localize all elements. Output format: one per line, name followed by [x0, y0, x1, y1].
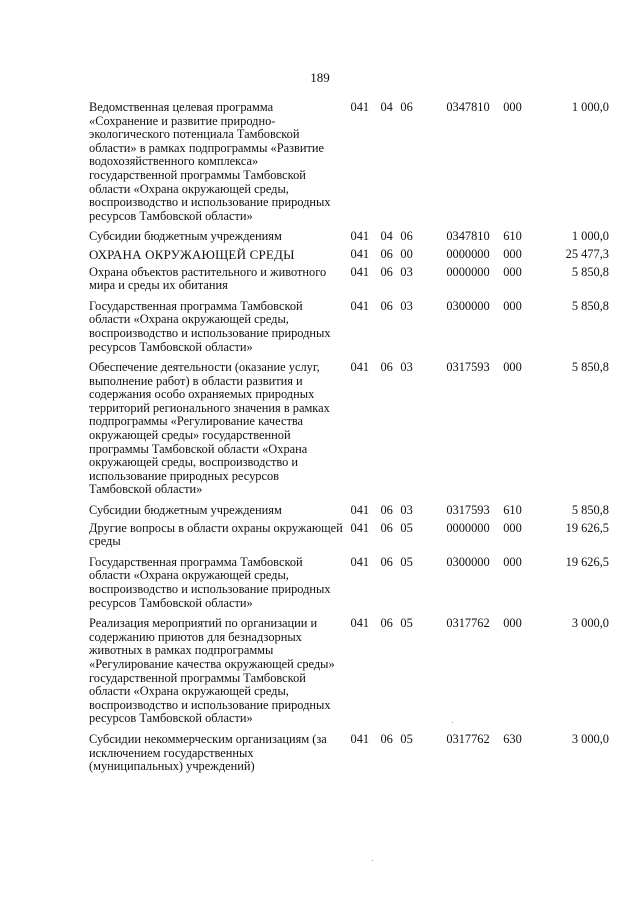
table-row — [89, 266, 609, 293]
row-name: Другие вопросы в области охраны окружающей среды — [89, 520, 343, 549]
row-name: Субсидии некоммерческим организациям (за исключением государственных (муниципальных) учреждений) — [89, 731, 327, 774]
table-row — [89, 556, 609, 610]
row-sum: 3 000,0 — [571, 731, 609, 746]
row-name: Государственная программа Тамбовской области «Охрана окружающей среды, воспроизводство и использование природных ресурсов Тамбовской области» — [89, 298, 331, 354]
row-vr: 000 — [503, 360, 522, 375]
row-pr: 05 — [400, 616, 413, 631]
row-sum: 3 000,0 — [571, 616, 609, 631]
table-row — [89, 230, 609, 244]
row-csr: 0317593 — [446, 360, 490, 375]
row-vr: 610 — [503, 503, 522, 518]
row-name: Обеспечение деятельности (оказание услуг, выполнение работ) в области развития и содержания особо охраняемых природных территорий регионального значения в рамках подпрограммы «Регулирование качества окружающей среды» государственной программы Тамбовской области «Охрана окружающей среды, воспроизводство и использование природных ресурсов Тамбовской области» — [89, 360, 330, 497]
row-ved: 041 — [350, 298, 370, 313]
row-ved: 041 — [350, 246, 370, 261]
row-sum: 5 850,8 — [571, 264, 609, 279]
row-rz: 06 — [380, 246, 393, 261]
row-pr: 05 — [400, 554, 413, 569]
scan-speck — [452, 722, 453, 723]
row-vr: 000 — [503, 100, 522, 114]
row-pr: 03 — [400, 264, 413, 279]
row-csr: 0317593 — [446, 503, 490, 518]
row-csr: 0347810 — [446, 229, 490, 244]
scan-speck — [372, 860, 373, 861]
row-vr: 630 — [503, 731, 522, 746]
row-rz: 06 — [380, 616, 393, 631]
row-rz: 06 — [380, 298, 393, 313]
row-name: Государственная программа Тамбовской области «Охрана окружающей среды, воспроизводство и использование природных ресурсов Тамбовской области» — [89, 554, 331, 610]
row-vr: 000 — [503, 616, 522, 631]
row-vr: 000 — [503, 520, 522, 535]
row-pr: 03 — [400, 503, 413, 518]
row-name: Реализация мероприятий по организации и содержанию приютов для безнадзорных животных в рамках подпрограммы «Регулирование качества окружающей среды» государственной программы Тамбовской области «Охрана окружающей среды, воспроизводство и использование природных ресурсов Тамбовской области» — [89, 616, 335, 726]
budget-table — [89, 101, 609, 781]
row-rz: 04 — [380, 100, 393, 114]
row-csr: 0000000 — [446, 246, 490, 261]
row-ved: 041 — [350, 360, 370, 375]
row-sum: 5 850,8 — [571, 360, 609, 375]
row-ved: 041 — [350, 616, 370, 631]
row-pr: 06 — [400, 229, 413, 244]
row-vr: 000 — [503, 298, 522, 313]
row-ved: 041 — [350, 520, 370, 535]
table-row — [89, 248, 609, 262]
row-csr: 0347810 — [446, 100, 490, 114]
row-sum: 25 477,3 — [565, 246, 609, 261]
row-csr: 0317762 — [446, 616, 490, 631]
row-pr: 03 — [400, 298, 413, 313]
row-sum: 5 850,8 — [571, 298, 609, 313]
row-vr: 610 — [503, 229, 522, 244]
row-name: Субсидии бюджетным учреждениям — [89, 503, 282, 518]
row-csr: 0000000 — [446, 264, 490, 279]
row-rz: 04 — [380, 229, 393, 244]
row-sum: 1 000,0 — [571, 100, 609, 114]
row-csr: 0317762 — [446, 731, 490, 746]
row-ved: 041 — [350, 229, 370, 244]
row-csr: 0300000 — [446, 554, 490, 569]
row-ved: 041 — [350, 100, 370, 114]
table-row — [89, 522, 609, 549]
row-vr: 000 — [503, 554, 522, 569]
row-name: Ведомственная целевая программа «Сохранение и развитие природно-экологического потенциала Тамбовской области» в рамках подпрограммы «Развитие водохозяйственного комплекса» государственной программы Тамбовской области «Охрана окружающей среды, воспроизводство и использование природных ресурсов Тамбовской области» — [89, 100, 331, 223]
row-vr: 000 — [503, 264, 522, 279]
row-ved: 041 — [350, 503, 370, 518]
table-row — [89, 101, 609, 223]
row-ved: 041 — [350, 264, 370, 279]
row-pr: 05 — [400, 520, 413, 535]
row-sum: 19 626,5 — [565, 554, 609, 569]
row-pr: 00 — [400, 246, 413, 261]
table-row — [89, 300, 609, 354]
table-row — [89, 733, 609, 774]
row-rz: 06 — [380, 731, 393, 746]
row-vr: 000 — [503, 246, 522, 261]
row-name: Субсидии бюджетным учреждениям — [89, 229, 282, 244]
row-sum: 1 000,0 — [571, 229, 609, 244]
row-pr: 03 — [400, 360, 413, 375]
row-pr: 05 — [400, 731, 413, 746]
row-rz: 06 — [380, 360, 393, 375]
row-ved: 041 — [350, 554, 370, 569]
page-number: 189 — [310, 70, 330, 85]
row-ved: 041 — [350, 731, 370, 746]
row-sum: 19 626,5 — [565, 520, 609, 535]
row-rz: 06 — [380, 520, 393, 535]
row-rz: 06 — [380, 503, 393, 518]
row-name: ОХРАНА ОКРУЖАЮЩЕЙ СРЕДЫ — [89, 246, 295, 262]
row-pr: 06 — [400, 100, 413, 114]
table-row — [89, 361, 609, 497]
table-row — [89, 504, 609, 518]
table-row — [89, 617, 609, 726]
row-name: Охрана объектов растительного и животного мира и среды их обитания — [89, 264, 327, 293]
row-csr: 0300000 — [446, 298, 490, 313]
row-rz: 06 — [380, 554, 393, 569]
row-csr: 0000000 — [446, 520, 490, 535]
row-rz: 06 — [380, 264, 393, 279]
row-sum: 5 850,8 — [571, 503, 609, 518]
